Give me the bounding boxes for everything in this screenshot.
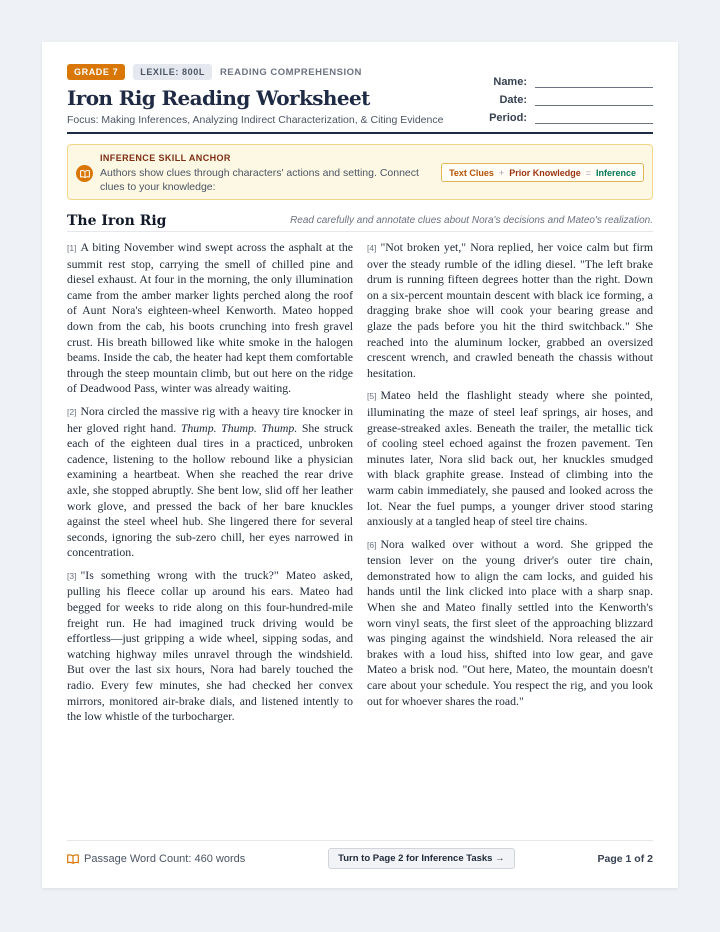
formula-text-clues: Text Clues (449, 167, 494, 178)
paragraph-number: [5] (367, 391, 377, 402)
inference-skill-anchor (67, 144, 653, 200)
paragraph-italic-text: Thump. Thump. Thump. (180, 420, 298, 435)
word-count (67, 853, 245, 865)
focus-line: Focus: Making Inferences, Analyzing Indirect Characterization, & Citing Evidence (67, 114, 444, 126)
name-label: Name: (493, 76, 527, 88)
passage-instruction: Read carefully and annotate clues about Nora's decisions and Mateo's realization. (290, 215, 653, 226)
period-label: Period: (489, 112, 527, 124)
paragraph-text: Nora walked over without a word. She gripped the tension lever on the young driver's outer tire chain, demonstrated how to align the cam locks, and guided his hands until the link clicked into place with a sharp snap. When she and Mateo finally settled into the Kenworth's worn vinyl seats, the first sleet of the approaching blizzard was pinging against the windshield. Nora released the air brakes with a loud hiss, shifted into low gear, and gave Mateo a brisk nod. "Out here, Mateo, the mountain doesn't care about your schedule. You respect the rig, and you look out for whoever shares the road." (367, 536, 653, 708)
paragraph-number: [3] (67, 570, 77, 581)
book-open-icon (76, 165, 93, 182)
passage-paragraph (367, 388, 653, 529)
period-field[interactable] (535, 112, 653, 124)
formula-prior-knowledge: Prior Knowledge (509, 167, 581, 178)
paragraph-text: She struck each of the eighteen dual tires in a practiced, unbroken cadence, listening to the hollow rebound like a physician examining a heartbeat. When she reached the rear drive axle, she stopped abruptly. She bent low, slid off her leather work glove, and pressed the back of her bare knuckles against the steel wheel hub. She lingered there for several seconds, ignoring the sub-zero chill, her eyes narrowed in concentration. (67, 420, 353, 560)
passage-paragraph (67, 404, 353, 561)
worksheet-type-label: READING COMPREHENSION (219, 66, 362, 78)
passage-paragraph (67, 568, 353, 725)
worksheet-header (67, 64, 653, 134)
book-icon (67, 854, 79, 864)
student-info-fields (483, 70, 653, 124)
page-title: Iron Rig Reading Worksheet (67, 86, 370, 110)
passage-columns (67, 240, 653, 732)
lexile-badge: LEXILE: 800L (133, 64, 212, 80)
passage-paragraph (67, 240, 353, 397)
date-label: Date: (499, 94, 527, 106)
page-number: Page 1 of 2 (597, 852, 653, 865)
grade-badge: GRADE 7 (67, 64, 125, 80)
passage-title: The Iron Rig (67, 212, 167, 229)
name-field[interactable] (535, 76, 653, 88)
paragraph-number: [6] (367, 539, 377, 550)
paragraph-text: "Is something wrong with the truck?" Mateo asked, pulling his fleece collar up around his ears. Mateo had begged for weeks to ride along on this four-hundred-mile freight run. He had imagined truck driving would be effortless—just gripping a wide wheel, sipping sodas, and watching highway miles unravel through the windshield. But over the last six hours, Nora had barely touched the radio. Every few minutes, she had checked her convex mirrors, monitored air-brake dials, and listened intently to the low whistle of the turbocharger. (67, 567, 353, 724)
formula-inference: Inference (595, 167, 636, 178)
paragraph-text: Nora circled the massive rig with a heavy tire knocker in her gloved right hand. (67, 403, 353, 435)
paragraph-text: "Not broken yet," Nora replied, her voice calm but firm over the steady rumble of the idling diesel. "The left brake drum is running fifteen degrees hotter than the right. Down on a six-percent mountain descent with black ice forming, a dragging brake shoe will cook your bearing grease and glaze the pads before you hit the third switchback." She reached into the aluminum locker, grabbed an oversized crescent wrench, and crawled beneath the chassis without hesitation. (367, 240, 653, 380)
anchor-title: INFERENCE SKILL ANCHOR (100, 153, 231, 163)
paragraph-text: A biting November wind swept across the asphalt at the summit rest stop, carrying the smell of chilled pine and diesel exhaust. At four in the morning, the only illumination came from the amber marker lights perched along the roof of Aunt Nora's eighteen-wheel Kenworth. Mateo hopped down from the cab, his boots crunching into fresh gravel crust. His breath billowed like white smoke in the halogen beams. Inside the cab, the heater had kept them comfortable through the steep mountain climb, but out here on the ridge of Deadwood Pass, winter was already waiting. (67, 240, 353, 396)
word-count-text: Passage Word Count: 460 words (84, 852, 246, 865)
passage-column-left (67, 240, 353, 732)
paragraph-text: Mateo held the flashlight steady where she pointed, illuminating the maze of steel leaf springs, air hoses, and grease-streaked axles. Beneath the trailer, the metallic tick of cooling steel echoed against the frozen pavement. Ten minutes later, Nora slid back out, her knuckles smudged with black graphite grease. Instead of climbing into the warm cabin immediately, she paused and looked across the lot. Near the fuel pumps, a younger driver stood staring anxiously at a tangled heap of steel tire chains. (367, 388, 653, 529)
date-field[interactable] (535, 94, 653, 106)
paragraph-number: [4] (367, 243, 377, 253)
passage-header (67, 210, 653, 232)
anchor-description: Authors show clues through characters' actions and setting. Connect clues to your knowledge: (100, 167, 419, 193)
worksheet-footer (67, 840, 653, 876)
inference-formula (441, 163, 644, 182)
passage-paragraph (367, 240, 653, 381)
formula-equals: = (585, 167, 591, 178)
passage-column-right (367, 240, 653, 732)
paragraph-number: [1] (67, 243, 77, 253)
passage-paragraph (367, 537, 653, 710)
formula-plus: + (498, 167, 505, 178)
paragraph-number: [2] (67, 406, 77, 417)
worksheet-page (42, 42, 678, 888)
turn-page-button[interactable]: Turn to Page 2 for Inference Tasks → (328, 848, 514, 869)
